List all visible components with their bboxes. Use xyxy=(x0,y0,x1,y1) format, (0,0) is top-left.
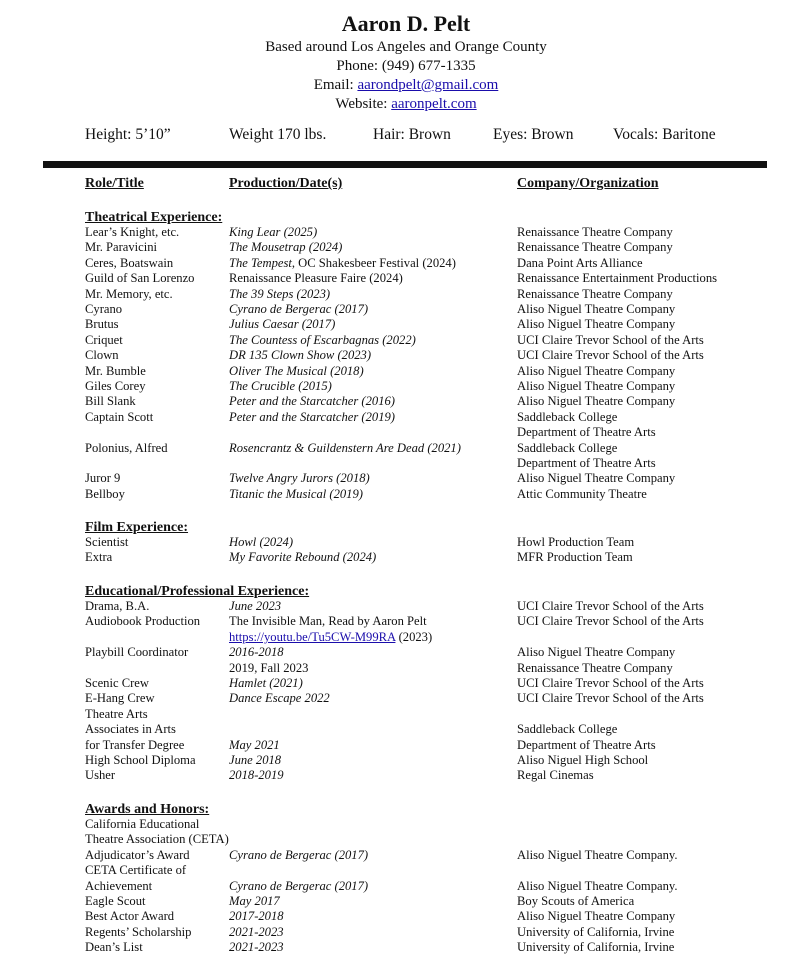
production-cell: Rosencrantz & Guildenstern Are Dead (2021) xyxy=(229,440,461,455)
resume-name: Aaron D. Pelt xyxy=(341,11,471,36)
company-cell: Renaissance Theatre Company xyxy=(517,660,673,675)
company-cell: Howl Production Team xyxy=(517,535,635,549)
resume-row xyxy=(0,302,812,317)
company-cell: Aliso Niguel Theatre Company xyxy=(517,379,676,393)
role-cell: Associates in Arts xyxy=(85,722,176,737)
company-cell: Aliso Niguel Theatre Company. xyxy=(517,878,678,893)
resume-row xyxy=(0,645,812,660)
production-title: The Tempest xyxy=(229,255,292,270)
stat-height: Height: 5’10” xyxy=(85,126,171,143)
resume-row xyxy=(0,832,812,847)
resume-row xyxy=(0,317,812,332)
production-detail: , OC Shakesbeer Festival (2024) xyxy=(291,255,456,270)
resume-row xyxy=(0,894,812,909)
resume-row xyxy=(0,753,812,768)
company-cell: UCI Claire Trevor School of the Arts xyxy=(517,599,704,613)
resume-row xyxy=(0,925,812,940)
company-cell: UCI Claire Trevor School of the Arts xyxy=(517,676,704,690)
resume-row xyxy=(0,471,812,486)
production-cell: The 39 Steps (2023) xyxy=(229,286,331,301)
resume-row xyxy=(0,333,812,348)
resume-row xyxy=(0,456,812,471)
company-cell: MFR Production Team xyxy=(517,550,633,565)
production-cell: Hamlet (2021) xyxy=(229,676,303,690)
production-cell: Oliver The Musical (2018) xyxy=(229,363,364,378)
role-cell: CETA Certificate of xyxy=(85,863,187,878)
resume-row xyxy=(0,394,812,409)
company-cell: Renaissance Entertainment Productions xyxy=(517,271,718,286)
production-cell: June 2023 xyxy=(229,599,282,613)
stat-eyes: Eyes: Brown xyxy=(493,126,574,143)
role-cell: Ceres, Boatswain xyxy=(85,255,174,270)
role-cell: Regents’ Scholarship xyxy=(85,924,192,939)
company-cell: Boy Scouts of America xyxy=(517,894,635,908)
resume-row xyxy=(0,425,812,440)
phone-line: Phone: (949) 677-1335 xyxy=(336,58,476,74)
resume-row xyxy=(0,364,812,379)
company-cell: Saddleback College xyxy=(517,409,618,424)
stat-hair: Hair: Brown xyxy=(373,126,451,143)
production-cell xyxy=(229,256,456,271)
resume-row xyxy=(0,240,812,255)
role-cell: Achievement xyxy=(85,878,153,893)
resume-row xyxy=(0,630,812,645)
company-cell: Aliso Niguel Theatre Company xyxy=(517,645,676,660)
company-cell: Aliso Niguel Theatre Company xyxy=(517,302,676,316)
column-header-production: Production/Date(s) xyxy=(229,176,343,191)
company-cell: Regal Cinemas xyxy=(517,768,594,783)
resume-row xyxy=(0,225,812,240)
location-line: Based around Los Angeles and Orange County xyxy=(265,39,547,55)
role-cell: Giles Corey xyxy=(85,379,146,393)
role-cell: E-Hang Crew xyxy=(85,691,155,706)
website-link[interactable]: aaronpelt.com xyxy=(391,96,477,112)
resume-row xyxy=(0,722,812,737)
company-cell: Aliso Niguel Theatre Company xyxy=(517,471,676,486)
role-cell: Extra xyxy=(85,550,113,565)
company-cell: Aliso Niguel High School xyxy=(517,753,649,767)
role-cell: Adjudicator’s Award xyxy=(85,847,190,862)
resume-row xyxy=(0,441,812,456)
resume-row xyxy=(0,817,812,832)
production-cell: 2018-2019 xyxy=(229,768,284,783)
role-cell: Clown xyxy=(85,348,119,363)
company-cell: Department of Theatre Arts xyxy=(517,737,656,752)
company-cell: Aliso Niguel Theatre Company. xyxy=(517,847,678,862)
role-cell: California Educational xyxy=(85,817,200,831)
role-cell: Theatre Association (CETA) xyxy=(85,832,229,847)
company-cell: University of California, Irvine xyxy=(517,924,675,939)
production-cell: Twelve Angry Jurors (2018) xyxy=(229,471,370,486)
production-cell: May 2017 xyxy=(229,894,280,908)
resume-row xyxy=(0,271,812,286)
role-cell: Cyrano xyxy=(85,302,123,316)
resume-row xyxy=(0,614,812,629)
email-line xyxy=(0,76,812,95)
resume-row xyxy=(0,379,812,394)
resume-row xyxy=(0,487,812,502)
resume-row xyxy=(0,707,812,722)
role-cell: Brutus xyxy=(85,317,119,332)
role-cell: for Transfer Degree xyxy=(85,737,185,752)
company-cell: Aliso Niguel Theatre Company xyxy=(517,363,676,378)
website-line xyxy=(0,95,812,114)
resume-row xyxy=(0,550,812,565)
website-label: Website: xyxy=(335,96,392,112)
company-cell: UCI Claire Trevor School of the Arts xyxy=(517,348,704,363)
stat-weight: Weight 170 lbs. xyxy=(229,126,327,143)
column-header-company: Company/Organization xyxy=(517,176,659,191)
resume-row xyxy=(0,661,812,676)
company-cell: Attic Community Theatre xyxy=(517,486,647,501)
company-cell: Department of Theatre Arts xyxy=(517,425,656,440)
role-cell: Mr. Paravicini xyxy=(85,240,158,255)
email-link[interactable]: aarondpelt@gmail.com xyxy=(357,77,499,93)
role-cell: Dean’s List xyxy=(85,940,143,955)
role-cell: Polonius, Alfred xyxy=(85,440,168,455)
resume-row xyxy=(0,940,812,955)
role-cell: Mr. Memory, etc. xyxy=(85,286,173,301)
resume-row xyxy=(0,768,812,783)
section-heading-educational: Educational/Professional Experience: xyxy=(85,584,310,599)
resume-row xyxy=(0,676,812,691)
production-cell: 2021-2023 xyxy=(229,924,284,939)
company-cell: UCI Claire Trevor School of the Arts xyxy=(517,691,704,706)
resume-row xyxy=(0,738,812,753)
resume-row xyxy=(0,599,812,614)
role-cell: Best Actor Award xyxy=(85,909,175,924)
resume-row xyxy=(0,535,812,550)
role-cell: Bellboy xyxy=(85,486,125,501)
production-cell: DR 135 Clown Show (2023) xyxy=(229,348,372,363)
company-cell: Renaissance Theatre Company xyxy=(517,225,673,239)
production-cell: My Favorite Rebound (2024) xyxy=(229,550,377,565)
production-cell: 2016-2018 xyxy=(229,645,284,660)
production-cell: The Crucible (2015) xyxy=(229,379,332,393)
company-cell: Department of Theatre Arts xyxy=(517,456,656,470)
production-cell: Renaissance Pleasure Faire (2024) xyxy=(229,271,403,286)
role-cell: Drama, B.A. xyxy=(85,599,150,613)
production-cell: Cyrano de Bergerac (2017) xyxy=(229,878,369,893)
production-cell: Cyrano de Bergerac (2017) xyxy=(229,302,369,316)
production-cell xyxy=(229,630,432,645)
resume-row xyxy=(0,848,812,863)
email-label: Email: xyxy=(313,77,358,93)
production-cell: 2017-2018 xyxy=(229,909,284,924)
resume-row xyxy=(0,256,812,271)
role-cell: Eagle Scout xyxy=(85,894,146,908)
company-cell: Aliso Niguel Theatre Company xyxy=(517,394,676,409)
audiobook-link[interactable]: https://youtu.be/Tu5CW-M99RA xyxy=(229,629,396,644)
role-cell: Theatre Arts xyxy=(85,706,148,721)
resume-row xyxy=(0,691,812,706)
link-year: (2023) xyxy=(395,629,433,644)
production-cell: Julius Caesar (2017) xyxy=(229,317,336,332)
role-cell: Scenic Crew xyxy=(85,676,149,690)
section-heading-film: Film Experience: xyxy=(85,520,189,535)
production-cell: Dance Escape 2022 xyxy=(229,691,330,706)
role-cell: Guild of San Lorenzo xyxy=(85,271,195,286)
company-cell: Dana Point Arts Alliance xyxy=(517,255,643,270)
company-cell: Aliso Niguel Theatre Company xyxy=(517,909,676,924)
resume-row xyxy=(0,879,812,894)
role-cell: Criquet xyxy=(85,332,123,347)
role-cell: Mr. Bumble xyxy=(85,363,146,378)
company-cell: Renaissance Theatre Company xyxy=(517,240,673,255)
production-cell: Peter and the Starcatcher (2016) xyxy=(229,394,396,409)
role-cell: Scientist xyxy=(85,535,129,549)
production-cell: Peter and the Starcatcher (2019) xyxy=(229,409,396,424)
production-cell: Cyrano de Bergerac (2017) xyxy=(229,847,369,862)
section-heading-awards: Awards and Honors: xyxy=(85,802,210,817)
resume-row xyxy=(0,410,812,425)
resume-row xyxy=(0,287,812,302)
production-cell: The Countess of Escarbagnas (2022) xyxy=(229,332,416,347)
role-cell: Juror 9 xyxy=(85,471,121,486)
company-cell: Renaissance Theatre Company xyxy=(517,286,673,301)
role-cell: Audiobook Production xyxy=(85,614,201,629)
role-cell: Bill Slank xyxy=(85,394,136,409)
resume-row xyxy=(0,863,812,878)
company-cell: Saddleback College xyxy=(517,440,618,455)
company-cell: University of California, Irvine xyxy=(517,940,675,955)
role-cell: Usher xyxy=(85,768,116,783)
resume-row xyxy=(0,348,812,363)
production-cell: King Lear (2025) xyxy=(229,225,318,239)
role-cell: Playbill Coordinator xyxy=(85,645,189,660)
company-cell: Aliso Niguel Theatre Company xyxy=(517,317,676,332)
production-cell: Howl (2024) xyxy=(229,535,294,549)
company-cell: UCI Claire Trevor School of the Arts xyxy=(517,332,704,347)
role-cell: Captain Scott xyxy=(85,409,154,424)
company-cell: Saddleback College xyxy=(517,722,618,737)
production-cell: The Mousetrap (2024) xyxy=(229,240,343,255)
production-cell: The Invisible Man, Read by Aaron Pelt xyxy=(229,614,427,629)
company-cell: UCI Claire Trevor School of the Arts xyxy=(517,614,704,629)
column-header-role: Role/Title xyxy=(85,176,144,191)
stat-vocals: Vocals: Baritone xyxy=(613,126,716,143)
resume-row xyxy=(0,909,812,924)
section-heading-theatrical: Theatrical Experience: xyxy=(85,210,223,225)
role-cell: Lear’s Knight, etc. xyxy=(85,225,180,239)
production-cell: 2019, Fall 2023 xyxy=(229,660,309,675)
production-cell: 2021-2023 xyxy=(229,940,284,955)
production-cell: Titanic the Musical (2019) xyxy=(229,486,363,501)
role-cell: High School Diploma xyxy=(85,753,196,767)
production-cell: June 2018 xyxy=(229,753,282,767)
production-cell: May 2021 xyxy=(229,737,280,752)
header-divider xyxy=(43,161,767,168)
